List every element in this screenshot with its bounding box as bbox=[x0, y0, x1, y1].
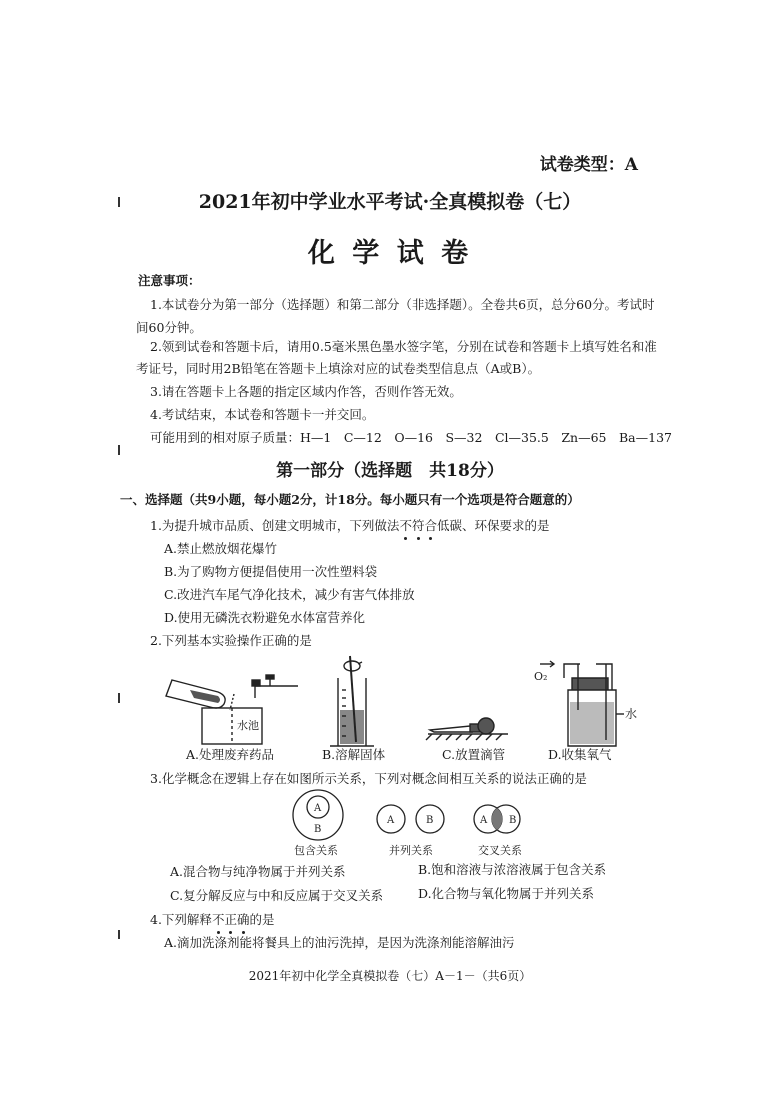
atomic-masses: 可能用到的相对原子质量：H—1 C—12 O—16 S—32 Cl—35.5 Zn—65 Ba—137 bbox=[150, 430, 672, 445]
subject-title: 化 学 试 卷 bbox=[307, 238, 473, 269]
containment-label-b: B bbox=[314, 824, 322, 835]
scan-mark bbox=[118, 445, 120, 455]
part1-title: 第一部分（选择题 共18分） bbox=[276, 461, 504, 481]
q1-option-c: C.改进汽车尾气净化技术，减少有害气体排放 bbox=[164, 587, 415, 602]
q1-option-b: B.为了购物方便提倡使用一次性塑料袋 bbox=[164, 564, 378, 579]
q3-venn-diagrams bbox=[280, 788, 540, 846]
q1-option-a: A.禁止燃放烟花爆竹 bbox=[164, 541, 278, 556]
label-o2: O₂ bbox=[534, 670, 548, 683]
q1-stem: 1.为提升城市品质、创建文明城市，下列做法不符合低碳、环保要求的是 bbox=[150, 518, 550, 533]
q3-option-d: D.化合物与氧化物属于并列关系 bbox=[418, 886, 595, 901]
parallel-label-b: B bbox=[426, 815, 434, 826]
notes-heading: 注意事项： bbox=[138, 273, 201, 288]
note-2-line-1: 2.领到试卷和答题卡后，请用0.5毫米黑色墨水签字笔，分别在试卷和答题卡上填写姓名和准 bbox=[150, 339, 657, 354]
figure-b-dissolve-solid bbox=[330, 656, 374, 746]
intersect-label-a: A bbox=[480, 815, 488, 826]
note-2-line-2: 考证号，同时用2B铅笔在答题卡上填涂对应的试卷类型信息点（A或B）。 bbox=[136, 361, 541, 376]
q2-caption-c: C.放置滴管 bbox=[442, 747, 506, 762]
q3-caption-intersect: 交叉关系 bbox=[478, 844, 522, 857]
note-3: 3.请在答题卡上各题的指定区域内作答，否则作答无效。 bbox=[150, 384, 462, 399]
q4-stem: 4.下列解释不正确的是 bbox=[150, 912, 275, 927]
note-4: 4.考试结束，本试卷和答题卡一并交回。 bbox=[150, 407, 375, 422]
q2-caption-d: D.收集氧气 bbox=[548, 747, 612, 762]
parallel-label-a: A bbox=[387, 815, 395, 826]
page-footer: 2021年初中化学全真模拟卷（七）A－1－（共6页） bbox=[248, 969, 532, 983]
note-1-line-2: 间60分钟。 bbox=[136, 320, 202, 335]
q2-stem: 2.下列基本实验操作正确的是 bbox=[150, 633, 312, 648]
figure-c-place-dropper bbox=[426, 718, 508, 740]
q3-option-a: A.混合物与纯净物属于并列关系 bbox=[170, 864, 346, 879]
q3-option-b: B.饱和溶液与浓溶液属于包含关系 bbox=[418, 862, 607, 877]
intersect-overlap bbox=[492, 808, 503, 830]
paper-type-label: 试卷类型：A bbox=[539, 155, 638, 175]
q2-caption-b: B.溶解固体 bbox=[322, 747, 386, 762]
exam-title: 2021年初中学业水平考试·全真模拟卷（七） bbox=[198, 191, 582, 213]
q1-option-d: D.使用无磷洗衣粉避免水体富营养化 bbox=[164, 610, 366, 625]
label-pool: 水池 bbox=[237, 719, 259, 732]
figure-d-collect-oxygen bbox=[540, 661, 624, 746]
containment-label-a: A bbox=[314, 803, 322, 814]
scan-mark bbox=[118, 693, 120, 703]
scan-mark bbox=[118, 930, 120, 939]
label-water: 水 bbox=[625, 707, 638, 721]
figure-a-discard-chemicals bbox=[166, 675, 298, 744]
part1-instructions: 一、选择题（共9小题，每小题2分，计18分。每小题只有一个选项是符合题意的） bbox=[120, 492, 580, 507]
q2-caption-a: A.处理废弃药品 bbox=[186, 747, 275, 762]
q4-option-a: A.滴加洗涤剂能将餐具上的油污洗掉，是因为洗涤剂能溶解油污 bbox=[164, 935, 515, 950]
q3-stem: 3.化学概念在逻辑上存在如图所示关系，下列对概念间相互关系的说法正确的是 bbox=[150, 771, 587, 786]
note-1-line-1: 1.本试卷分为第一部分（选择题）和第二部分（非选择题）。全卷共6页，总分60分。考试时 bbox=[150, 297, 655, 312]
q3-caption-parallel: 并列关系 bbox=[389, 844, 433, 857]
intersect-label-b: B bbox=[509, 815, 517, 826]
q3-caption-containment: 包含关系 bbox=[294, 844, 338, 857]
q3-option-c: C.复分解反应与中和反应属于交叉关系 bbox=[170, 888, 384, 903]
